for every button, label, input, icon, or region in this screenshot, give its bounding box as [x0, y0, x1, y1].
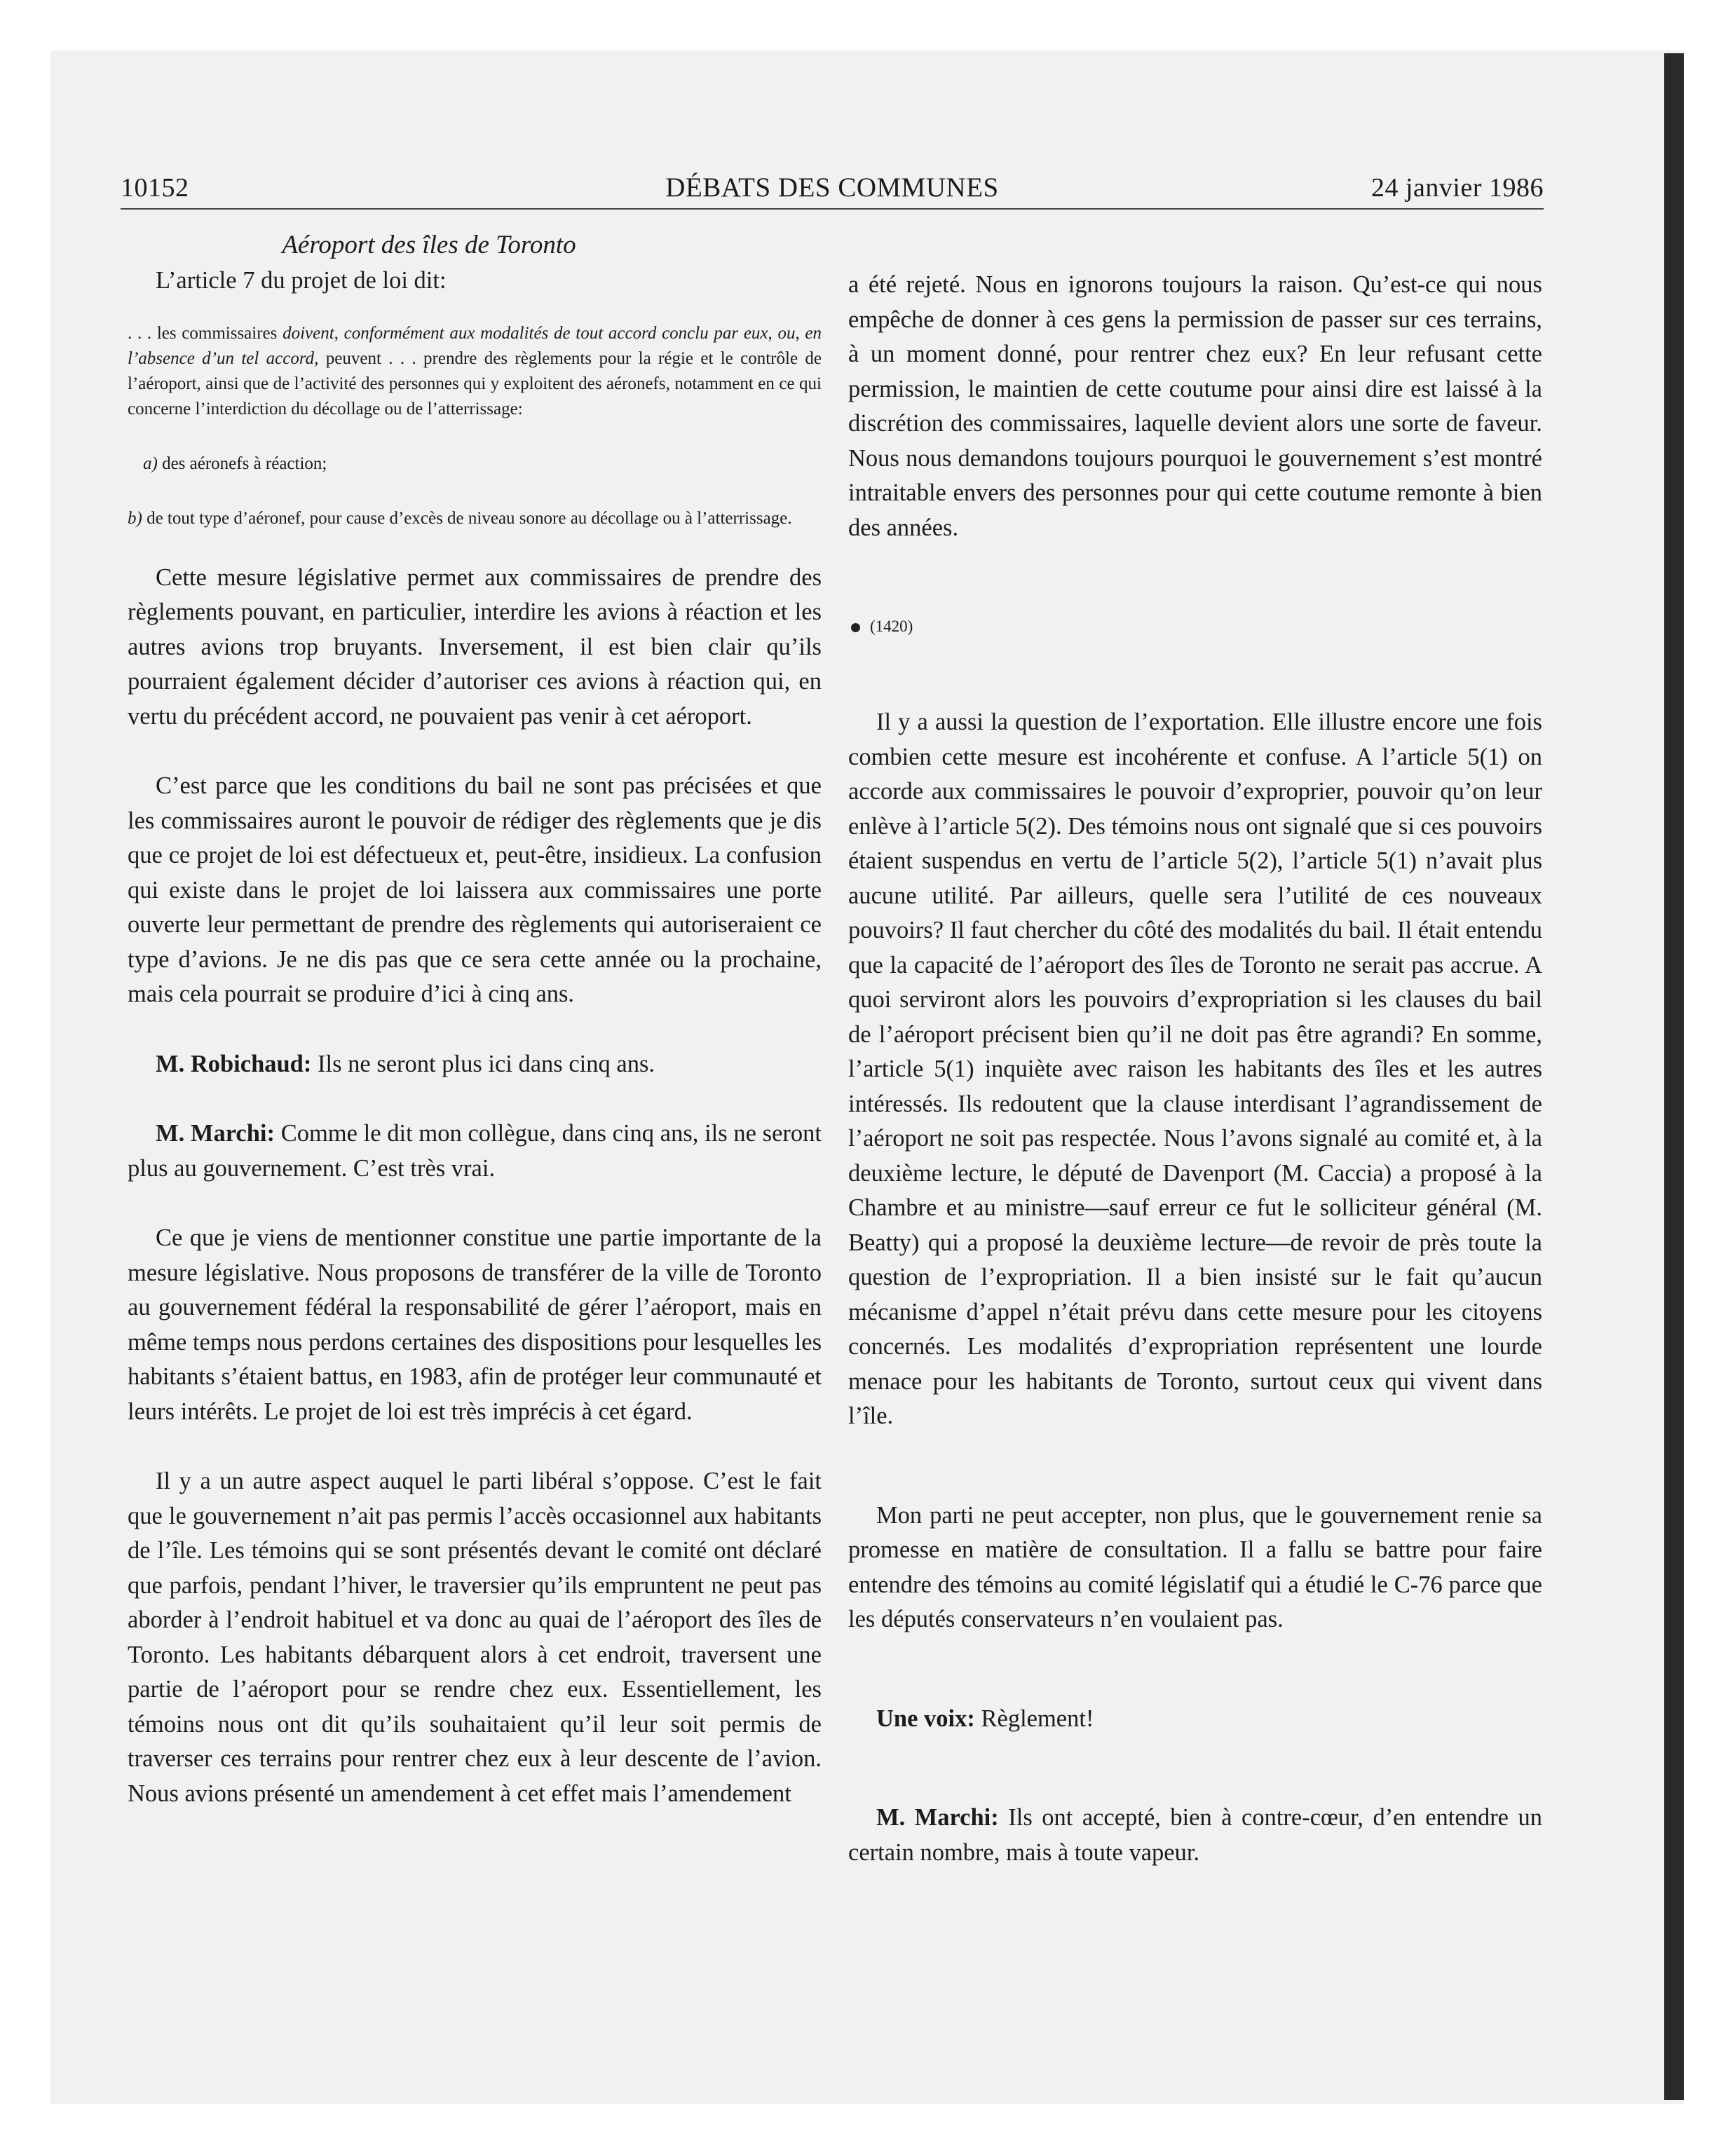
quote-italic: doivent, conformément aux modalités de tout accord conclu par eux, ou, en l’absence d’un tel accord, — [128, 323, 822, 368]
speech-marchi — [128, 1117, 822, 1186]
paragraph: Mon parti ne peut accepter, non plus, que le gouvernement renie sa promesse en matière de consultation. Il a fallu se battre pour faire entendre des témoins au comité législatif qui a étudié le C-76 parce que les députés conservateurs n’en voulaient pas. — [848, 1501, 1542, 1632]
page-number: 10152 — [121, 173, 189, 203]
quote-rest: peuvent . . . prendre des règlements pour la régie et le contrôle de l’aéroport, ainsi que de l’activité des personnes qui y exploitent des aéronefs, notamment en ce qui concerne l’interdiction du décollage ou de l’atterrissage: — [128, 348, 822, 418]
quote-item-a-text: des aéronefs à réaction; — [157, 453, 327, 473]
speaker-name: M. Marchi: — [876, 1804, 999, 1831]
page-header — [121, 168, 1544, 210]
speech-text: Comme le dit mon collègue, dans cinq ans, ils ne seront plus au gouvernement. C’est très vrai. — [128, 1120, 822, 1182]
paragraph: Ce que je viens de mentionner constitue une partie importante de la mesure législative. Nous proposons de transférer de la ville de Toronto au gouvernement fédéral la responsabilité de gérer l’aéroport, mais en même temps nous perdons certaines des dispositions pour lesquelles les habitants s’étaient battus, en 1983, afin de protéger leur communauté et leurs intérêts. Le projet de loi est très imprécis à cet égard. — [128, 1224, 822, 1425]
quoted-article — [128, 321, 822, 531]
quote-item-a-label: a) — [143, 453, 158, 473]
speech-marchi — [848, 1801, 1542, 1870]
time-stamp: (1420) — [870, 618, 913, 635]
speaker-name: Une voix: — [876, 1705, 975, 1732]
left-column — [128, 224, 822, 1811]
speech-text: Règlement! — [974, 1705, 1094, 1732]
paragraph: Il y a un autre aspect auquel le parti libéral s’oppose. C’est le fait que le gouvernement n’ait pas permis l’accès occasionnel aux habitants de l’île. Les témoins qui se sont présentés devant le comité ont déclaré que parfois, pendant l’hiver, le traversier qu’ils empruntent ne peut pas aborder à l’endroit habituel et va donc au quai de l’aéroport des îles de Toronto. Les habitants débarquent alors à cet endroit, traversent une partie de l’aéroport pour se rendre chez eux. Essentiellement, les témoins nous ont dit qu’ils souhaitaient qu’il leur soit permis de traverser ces terrains pour rentrer chez eux à leur descente de l’avion. Nous avions présenté un amendement à cet effet mais l’amendement — [128, 1468, 822, 1807]
bullet-dot-icon — [851, 623, 860, 632]
paragraph: C’est parce que les conditions du bail ne sont pas précisées et que les commissaires auront le pouvoir de rédiger des règlements que je dis que ce projet de loi est défectueux et, peut-être, insidieux. La confusion qui existe dans le projet de loi laissera aux commissaires une porte ouverte leur permettant de prendre des règlements qui autoriseraient ce type d’avions. Je ne dis pas que ce sera cette année ou la prochaine, mais cela pourrait se produire d’ici à cinq ans. — [128, 772, 822, 1007]
page-date: 24 janvier 1986 — [1370, 173, 1544, 203]
header-rule — [121, 208, 1544, 210]
speech-text: Ils ont accepté, bien à contre-cœur, d’en entendre un certain nombre, mais à toute vapeur. — [848, 1804, 1542, 1866]
quote-item-b-text: de tout type d’aéronef, pour cause d’excès de niveau sonore au décollage ou à l’atterrissage. — [142, 508, 792, 528]
quote-item-b-label: b) — [128, 508, 142, 528]
speaker-name: M. Robichaud: — [156, 1050, 312, 1077]
paragraph: a été rejeté. Nous en ignorons toujours la raison. Qu’est-ce qui nous empêche de donner à ces gens la permission de passer sur ces terrains, à un moment donné, pour rentrer chez eux? En leur refusant cette permission, le maintien de cette coutume pour ainsi dire est laissé à la discrétion des commissaires, laquelle devient alors une sorte de faveur. Nous nous demandons toujours pourquoi le gouvernement s’est montré intraitable envers des personnes pour qui cette coutume remonte à bien des années. — [848, 271, 1542, 541]
binding-edge — [1664, 53, 1684, 2100]
paragraph: Cette mesure législative permet aux commissaires de prendre des règlements pouvant, en particulier, interdire les avions à réaction et les autres avions trop bruyants. Inversement, il est bien clair qu’ils pourraient également décider d’autoriser ces avions à réaction qui, en vertu du précédent accord, ne pouvaient pas venir à cet aéroport. — [128, 564, 822, 730]
quote-lead: . . . les commissaires — [128, 323, 283, 343]
speech-une-voix — [848, 1702, 1542, 1737]
time-marker — [848, 613, 1542, 641]
speech-text: Ils ne seront plus ici dans cinq ans. — [311, 1050, 655, 1077]
speech-robichaud — [128, 1047, 822, 1082]
right-column — [848, 224, 1542, 1870]
section-subheading: Aéroport des îles de Toronto — [282, 231, 576, 259]
speaker-name: M. Marchi: — [156, 1120, 275, 1147]
running-title: DÉBATS DES COMMUNES — [665, 172, 999, 203]
intro-paragraph: L’article 7 du projet de loi dit: — [156, 267, 447, 294]
paragraph: Il y a aussi la question de l’exportation. Elle illustre encore une fois combien cette mesure est incohérente et confuse. A l’article 5(1) on accorde aux commissaires le pouvoir d’exproprier, pouvoir qu’on leur enlève à l’article 5(2). Des témoins nous ont signalé que si ces pouvoirs étaient suspendus en vertu de l’article 5(2), l’article 5(1) n’avait plus aucune utilité. Par ailleurs, quelle sera l’utilité de ces nouveaux pouvoirs? Il faut chercher du côté des modalités du bail. Il était entendu que la capacité de l’aéroport des îles de Toronto ne serait pas accrue. A quoi serviront alors les pouvoirs d’expropriation si les clauses du bail de l’aéroport précisent bien qu’il ne doit pas être agrandi? En somme, l’article 5(1) inquiète avec raison les habitants des îles et les autres intéressés. Ils redoutent que la clause interdisant l’agrandissement de l’aéroport ne soit pas respectée. Nous l’avons signalé au comité et, à la deuxième lecture, le député de Davenport (M. Caccia) a proposé à la Chambre et au ministre—sauf erreur ce fut le solliciteur général (M. Beatty) qui a proposé la deuxième lecture—de revoir de près toute la question de l’expropriation. Il a bien insisté sur le fait qu’aucun mécanisme d’appel n’était prévu dans cette mesure pour les citoyens concernés. Les modalités d’expropriation représentent une lourde menace pour les habitants de Toronto, surtout ceux qui vivent dans l’île. — [848, 709, 1542, 1429]
